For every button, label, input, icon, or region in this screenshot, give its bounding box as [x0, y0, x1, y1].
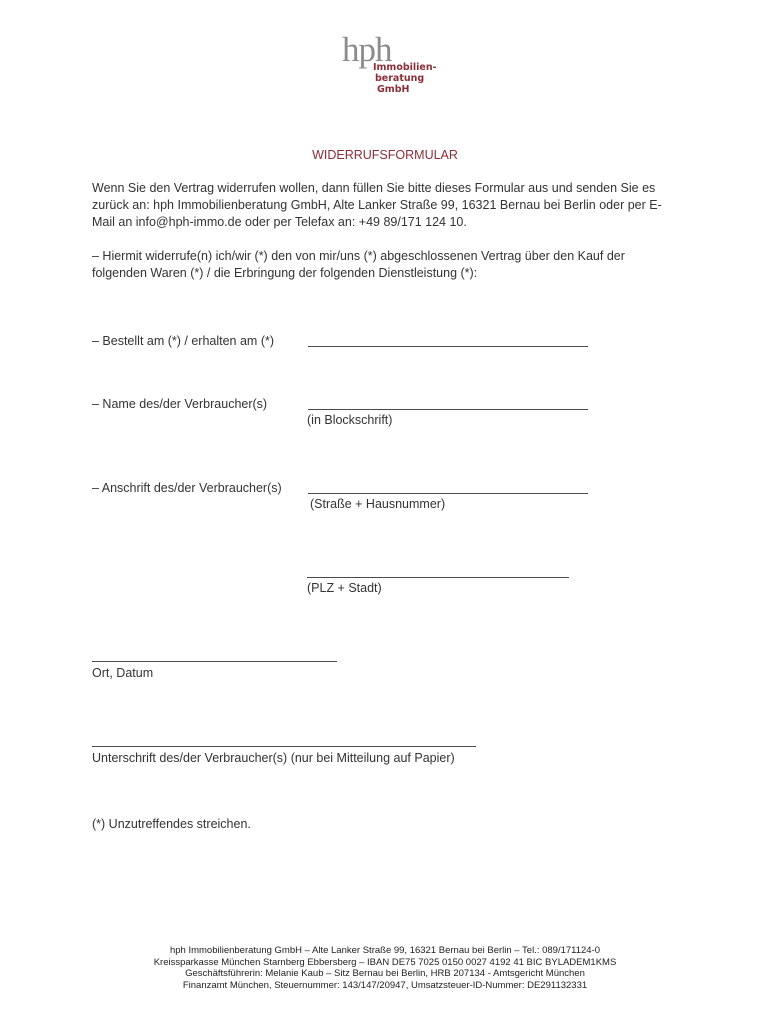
ordered-date-line[interactable] [308, 346, 588, 347]
place-date-line[interactable] [92, 661, 337, 662]
declaration-paragraph: – Hiermit widerrufe(n) ich/wir (*) den von mir/uns (*) abgeschlossenen Vertrag über den Kauf der folgenden Waren (*) / die Erbringung der folgenden Dienstleistung (*): [92, 249, 625, 280]
logo-wordmark: hph [342, 30, 392, 69]
strike-note: (*) Unzutreffendes streichen. [92, 817, 251, 831]
company-logo [342, 30, 442, 96]
street-hint: (Straße + Hausnummer) [310, 497, 446, 511]
intro-paragraph: Wenn Sie den Vertrag widerrufen wollen, dann füllen Sie bitte dieses Formular aus und senden Sie es zurück an: hph Immobilienberatung GmbH, Alte Lanker Straße 99, 16321 Bernau bei Berlin oder per E-Mail an info@hph-immo.de oder per Telefax an: +49 89/171 124 10. [92, 181, 662, 229]
document-title: WIDERRUFSFORMULAR [312, 148, 458, 162]
city-hint: (PLZ + Stadt) [307, 581, 382, 595]
logo-subtitle [373, 62, 437, 95]
consumer-name-label: – Name des/der Verbraucher(s) [92, 397, 268, 411]
signature-line[interactable] [92, 746, 476, 747]
footer-line-3: Geschäftsführerin: Melanie Kaub – Sitz Bernau bei Berlin, HRB 207134 - Amtsgericht München [185, 968, 585, 979]
consumer-name-line[interactable] [308, 409, 588, 410]
street-line[interactable] [308, 493, 588, 494]
consumer-address-label: – Anschrift des/der Verbraucher(s) [92, 481, 282, 495]
city-line[interactable] [307, 577, 569, 578]
consumer-name-hint: (in Blockschrift) [307, 413, 393, 427]
logo-line-2: beratung [375, 73, 425, 84]
footer-line-2: Kreissparkasse München Starnberg Ebbersberg – IBAN DE75 7025 0150 0027 4192 41 BIC BYLADEM1KMS [153, 956, 617, 968]
place-date-label: Ort, Datum [92, 666, 154, 680]
footer-line-4: Finanzamt München, Steuernummer: 143/147/20947, Umsatzsteuer-ID-Nummer: DE291132331 [182, 979, 588, 991]
logo-line-1: Immobilien- [373, 62, 437, 73]
ordered-date-label: – Bestellt am (*) / erhalten am (*) [92, 334, 275, 348]
logo-line-3: GmbH [377, 84, 410, 95]
footer-line-1: hph Immobilienberatung GmbH – Alte Lanker Straße 99, 16321 Bernau bei Berlin – Tel.: 089/171124-0 [169, 945, 601, 956]
signature-label: Unterschrift des/der Verbraucher(s) (nur bei Mitteilung auf Papier) [92, 751, 455, 765]
company-footer [0, 945, 770, 991]
